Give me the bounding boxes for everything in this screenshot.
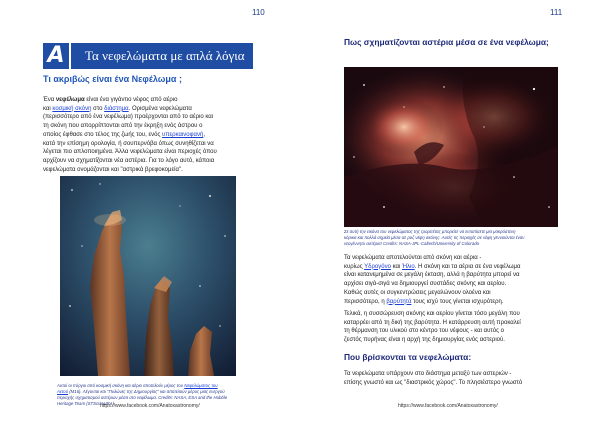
paragraph-composition: [344, 254, 584, 306]
right-page: [300, 0, 600, 424]
text-line: νεφελώματα ονομάζονται και "αστρικά βρεφοκομεία".: [43, 166, 183, 173]
link-cosmic-dust[interactable]: κοσμική σκόνη: [52, 105, 92, 112]
text: . Ορισμένα νεφελώματα: [128, 105, 192, 112]
link-supernova[interactable]: υπερκαινοφανή: [162, 131, 204, 138]
text: . Η σκόνη και τα αέρια σε ένα νεφέλωμα: [414, 263, 521, 270]
text-line: είναι κατανεμημένα σε μεγάλη έκταση, αλλά η βαρύτητα μπορεί να: [344, 272, 520, 279]
text: κυρίως: [344, 263, 365, 270]
text-line: Καθώς αυτές οι συγκεντρώσεις μεγαλώνουν ολοένα και: [344, 289, 491, 296]
link-hydrogen[interactable]: Υδρογόνο: [364, 263, 391, 270]
text: (M16). Λέγονται και "Πυλώνες της Δημιουργίας" και αποτελούν μέρος μιας ενεργού: [68, 389, 225, 394]
link-eagle[interactable]: Αετού: [57, 389, 69, 394]
text-line: ζεστός πυρήνας είναι η αρχή της δημιουργίας ενός αστεριού.: [344, 337, 505, 344]
text: οποίος έφθασε στο τέλος της ζωής του, ενός: [43, 131, 163, 138]
link-helium[interactable]: Ήλιο: [402, 263, 415, 270]
section-heading-star-formation: Πως σχηματίζονται αστέρια μέσα σε ένα νεφέλωμα;: [344, 37, 549, 47]
text-line: νεογέννητο αστέρια! Credits: NASA-JPL-Caltech/University of Colorado: [344, 241, 479, 246]
logo-letter: A: [47, 43, 65, 68]
text-line: περιοχής σχηματισμού αστέρων μέσα στο νεφέλωμα. Credits: NASA, ESA and the Hubble: [57, 395, 228, 400]
text-line: Τελικά, η συσσώρευση σκόνης και αερίου γίνεται τόσο μεγάλη που: [344, 311, 520, 317]
intro-paragraph: [43, 96, 283, 174]
link-space[interactable]: διάστημα: [104, 105, 129, 112]
page-number-right: 111: [550, 8, 563, 17]
text: στο: [91, 105, 105, 112]
text-line: λέγεται πιο απλοποιημένα. Άλλα νεφελώματα είναι περιοχές όπου: [43, 149, 217, 156]
paragraph-collapse: [344, 310, 584, 345]
section-heading-location: Που βρίσκονται τα νεφελώματα:: [344, 352, 472, 362]
banner-title: Τα νεφελώματα με απλά λόγια: [85, 48, 245, 63]
bold-term: νεφέλωμα: [55, 97, 85, 103]
pillars-of-creation-photo: [60, 176, 236, 376]
text-line: κατά την επίσημη ορολογία, ή σουπερνόβα όπως συνηθίζεται να: [43, 140, 214, 147]
text-line: αρχίζουν να σχηματίζονται νέα αστέρια. Για το λόγο αυτό, κάποια: [43, 157, 215, 164]
text: και: [390, 263, 402, 270]
section-heading: Τι ακριβώς είναι ένα Νεφέλωμα ;: [43, 74, 182, 84]
text: είναι ένα γιγάντιο νέφος από αέριο: [84, 97, 178, 103]
photo-caption-right: [344, 229, 564, 247]
text-line: αρχίσει σιγά-σιγά να δημιουργεί συστάδες σκόνης και αερίου.: [344, 281, 507, 288]
text: ,: [203, 131, 205, 138]
text: και: [43, 105, 53, 112]
logo: [43, 43, 71, 69]
nebula-photo: [344, 67, 558, 227]
paragraph-location: [344, 370, 584, 387]
text-line: κόρικα και πολλά σημεία μέσα σε ροζ νέφη σκόνης. Αυτές τις περιοχές σε νέφη γεννιούνται έναν: [344, 235, 525, 240]
text-line: Heritage Team (STScI/AURA): [57, 401, 114, 406]
text-line: τη σκόνη που απορρίπτονται από την έκρηξη ενός άστρου ο: [43, 123, 203, 130]
text: τους ισχύ τους γίνεται ισχυρότερη.: [411, 298, 504, 305]
text: Ένα: [43, 97, 56, 103]
text-line: καταρρέει από τη δική της βαρύτητα. Η κατάρρευση αυτή προκαλεί: [344, 319, 521, 326]
text-line: επίσης γνωστό και ως "διαστρικός χώρος". Το πλησιέστερο γνωστό: [344, 379, 523, 386]
title-banner: [43, 43, 253, 69]
link-gravity[interactable]: βαρύτητά: [386, 298, 412, 305]
text-line: (περισσότερο από ένα νεφέλωμα) προέρχονται από το αέριο και: [43, 114, 214, 121]
page-number-left: 110: [252, 8, 265, 17]
text-line: Τα νεφελώματα υπάρχουν στο διάστημα μεταξύ των αστεριών -: [344, 371, 512, 377]
link-eagle-nebula[interactable]: Νεφελώματος του: [184, 383, 218, 388]
footer-url-left: https://www.facebook.com/Anatoxastronomy/: [100, 403, 200, 409]
text: Αυτοί οι πύργοι από κοσμική σκόνη και αέριο αποτελούν μέρος του: [57, 383, 185, 388]
text-line: Σε αυτή την εικόνα του νεφελώματος της τρομπέτας μπορείτε να εντοπίσετε μια μακρόστενη: [344, 229, 516, 234]
text-line: Τα νεφελώματα αποτελούνται από σκόνη και αέρια -: [344, 255, 482, 261]
text-line: τη θέρμανση του υλικού στο κέντρο του νέφους - και αυτός ο: [344, 328, 505, 335]
footer-url-right: https://www.facebook.com/Anatoxastronomy/: [398, 403, 498, 409]
text: περισσότερο, η: [344, 298, 387, 305]
